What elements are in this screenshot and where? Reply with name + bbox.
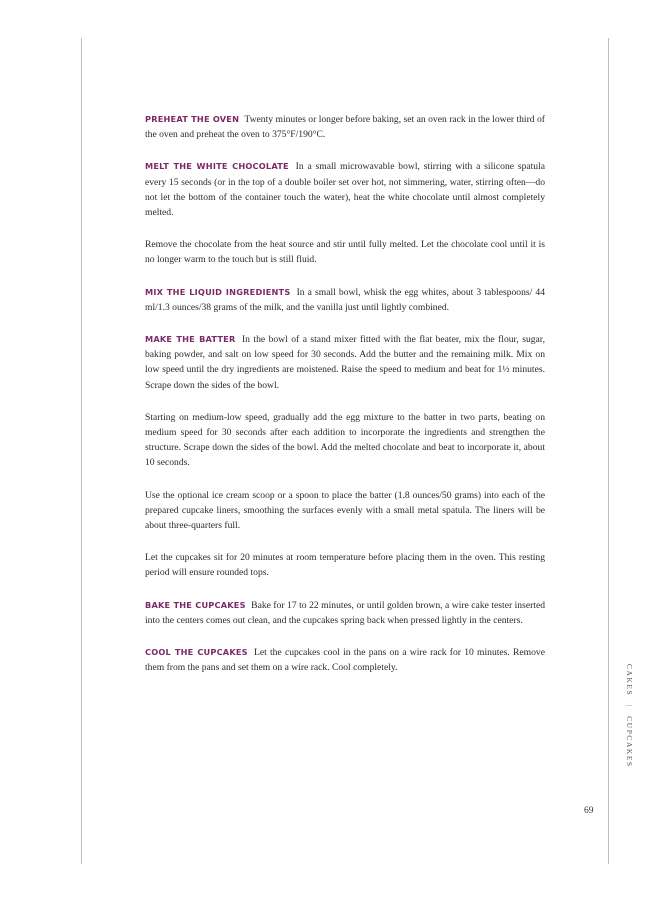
step-heading: COOL THE CUPCAKES bbox=[145, 647, 248, 658]
paragraph-melt-chocolate bbox=[145, 159, 545, 220]
left-margin-rule bbox=[81, 38, 82, 864]
running-head-section: CAKES bbox=[625, 664, 634, 697]
paragraph-mix-liquid bbox=[145, 285, 545, 315]
step-heading: BAKE THE CUPCAKES bbox=[145, 599, 246, 610]
paragraph-remove-chocolate bbox=[145, 237, 545, 267]
step-heading: MIX THE LIQUID INGREDIENTS bbox=[145, 286, 291, 297]
paragraph-text: In a small microwavable bowl, stirring with a silicone spatula every 15 seconds (or in the top of a double boiler set over hot, not simmering, water, stirring often—do not let the bottom of the container touch the water), heat the white chocolate until almost completely melted. bbox=[145, 161, 546, 219]
paragraph-resting bbox=[145, 550, 545, 580]
paragraph-add-egg-mixture bbox=[145, 410, 545, 471]
paragraph-text: In a small bowl, whisk the egg whites, about 3 tablespoons/ 44 ml/1.3 ounces/38 grams of the milk, and the vanilla just until lightly combined. bbox=[145, 286, 546, 313]
paragraph-text: Twenty minutes or longer before baking, set an oven rack in the lower third of the oven and preheat the oven to 375°F/190°C. bbox=[145, 114, 545, 141]
step-heading: PREHEAT THE OVEN bbox=[145, 114, 240, 124]
paragraph-text: In the bowl of a stand mixer fitted with the flat beater, mix the flour, sugar, baking powder, and salt on low speed for 30 seconds. Add the butter and the remaining milk. Mix on low speed until the dry ingredients are moistened. Raise the speed to medium and beat for 1½ minutes. Scrape down the sides of the bowl. bbox=[145, 334, 545, 391]
recipe-body bbox=[145, 112, 545, 692]
running-head-separator: | bbox=[625, 704, 634, 708]
paragraph-preheat bbox=[145, 112, 545, 142]
paragraph-fill-liners bbox=[145, 488, 545, 534]
paragraph-cool bbox=[145, 645, 545, 675]
paragraph-text: Starting on medium-low speed, gradually add the egg mixture to the batter in two parts, beating on medium speed for 30 seconds after each addition to incorporate the ingredients and strengthen the structure. Scrape down the sides of the bowl. Add the melted chocolate and beat to incorporate it, about 10 seconds. bbox=[145, 411, 545, 469]
paragraph-text: Remove the chocolate from the heat source and stir until fully melted. Let the chocolate cool until it is no longer warm to the touch but is still fluid. bbox=[145, 239, 545, 266]
step-heading: MELT THE WHITE CHOCOLATE bbox=[145, 161, 289, 172]
paragraph-text: Let the cupcakes cool in the pans on a wire rack for 10 minutes. Remove them from the pans and set them on a wire rack. Cool completely. bbox=[145, 647, 545, 674]
paragraph-text: Use the optional ice cream scoop or a spoon to place the batter (1.8 ounces/50 grams) into each of the prepared cupcake liners, smoothing the surfaces evenly with a small metal spatula. The liners will be about three-quarters full. bbox=[145, 489, 545, 532]
paragraph-bake bbox=[145, 598, 545, 628]
paragraph-text: Bake for 17 to 22 minutes, or until golden brown, a wire cake tester inserted into the centers comes out clean, and the cupcakes spring back when pressed lightly in the centers. bbox=[145, 599, 546, 626]
right-margin-rule bbox=[608, 38, 609, 864]
page-number: 69 bbox=[584, 806, 594, 816]
running-head bbox=[614, 664, 634, 772]
paragraph-make-batter bbox=[145, 332, 545, 393]
step-heading: MAKE THE BATTER bbox=[145, 334, 236, 345]
running-head-chapter: CUPCAKES bbox=[625, 716, 634, 768]
paragraph-text: Let the cupcakes sit for 20 minutes at room temperature before placing them in the oven. This resting period will ensure rounded tops. bbox=[145, 552, 545, 579]
